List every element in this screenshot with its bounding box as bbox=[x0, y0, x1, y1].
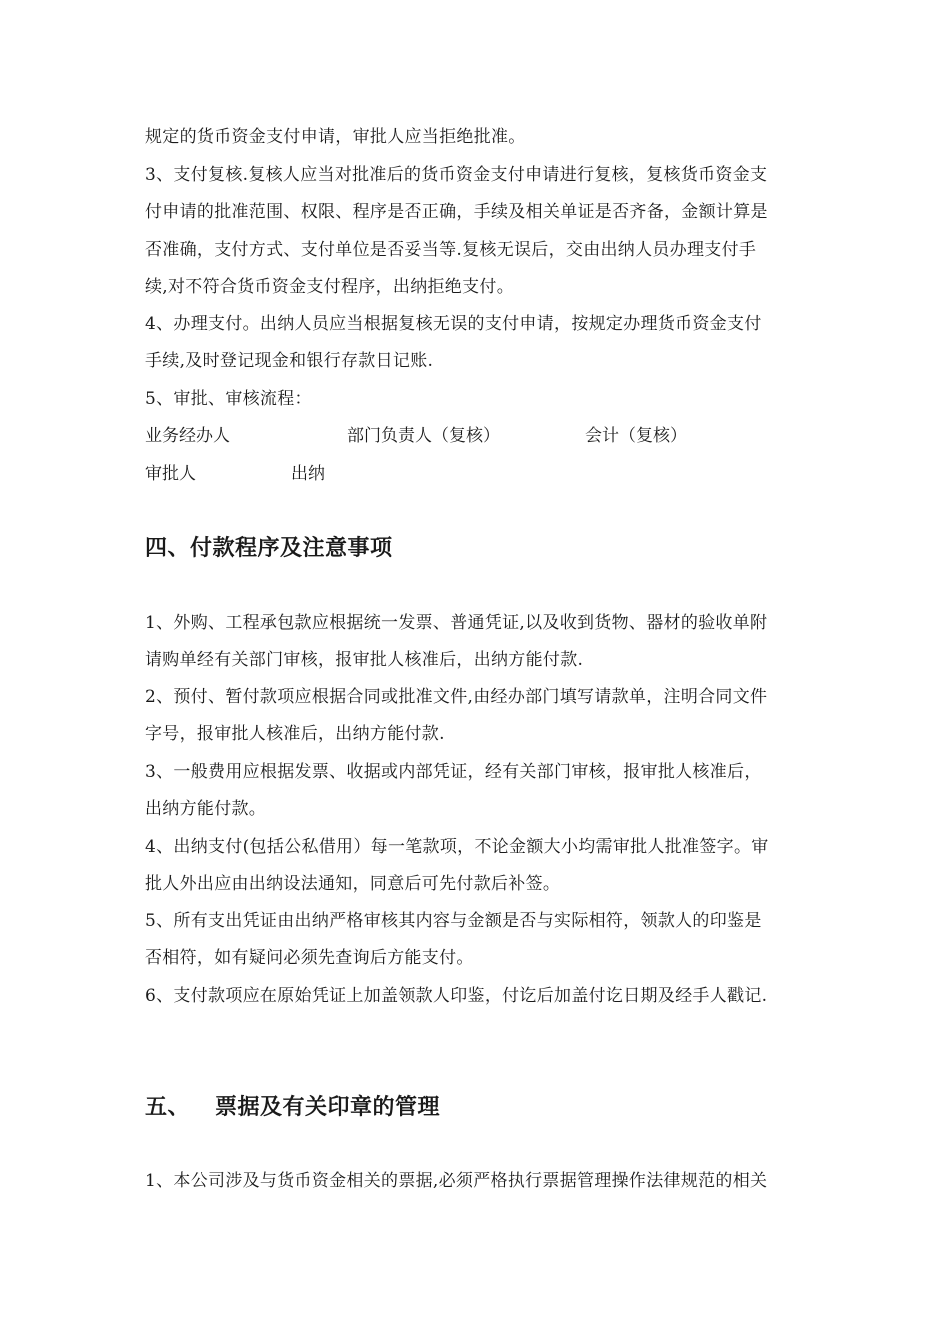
paragraph-line: 字号，报审批人核准后，出纳方能付款. bbox=[145, 724, 445, 744]
paragraph-line: 付申请的批准范围、权限、程序是否正确，手续及相关单证是否齐备，金额计算是 bbox=[145, 202, 768, 222]
flow-step-cashier: 出纳 bbox=[291, 464, 325, 484]
section-heading-5-number: 五、 bbox=[145, 1095, 191, 1120]
paragraph-line: 出纳方能付款。 bbox=[145, 799, 267, 819]
paragraph-line: 3、一般费用应根据发票、收据或内部凭证，经有关部门审核，报审批人核准后， bbox=[145, 762, 762, 782]
paragraph-line: 1、外购、工程承包款应根据统一发票、普通凭证,以及收到货物、器材的验收单附 bbox=[145, 613, 768, 633]
paragraph-line: 批人外出应由出纳设法通知，同意后可先付款后补签。 bbox=[145, 874, 561, 894]
section-heading-4: 四、付款程序及注意事项 bbox=[145, 536, 393, 561]
paragraph-line: 5、审批、审核流程： bbox=[145, 389, 312, 409]
paragraph-line: 3、支付复核.复核人应当对批准后的货币资金支付申请进行复核，复核货币资金支 bbox=[145, 165, 768, 185]
flow-step-handler: 业务经办人 bbox=[145, 426, 230, 446]
paragraph-line: 5、所有支出凭证由出纳严格审核其内容与金额是否与实际相符，领款人的印鉴是 bbox=[145, 911, 762, 931]
paragraph-line: 否相符，如有疑问必须先查询后方能支付。 bbox=[145, 948, 474, 968]
paragraph-line: 请购单经有关部门审核，报审批人核准后，出纳方能付款. bbox=[145, 650, 584, 670]
section-heading-5-title: 票据及有关印章的管理 bbox=[215, 1095, 441, 1120]
paragraph-line: 续,对不符合货币资金支付程序，出纳拒绝支付。 bbox=[145, 277, 515, 297]
paragraph-line: 2、预付、暂付款项应根据合同或批准文件,由经办部门填写请款单，注明合同文件 bbox=[145, 687, 768, 707]
paragraph-line: 手续,及时登记现金和银行存款日记账. bbox=[145, 351, 434, 371]
paragraph-line: 4、办理支付。出纳人员应当根据复核无误的支付申请，按规定办理货币资金支付 bbox=[145, 314, 762, 334]
paragraph-line: 否准确，支付方式、支付单位是否妥当等.复核无误后，交由出纳人员办理支付手 bbox=[145, 240, 757, 260]
flow-step-approver: 审批人 bbox=[145, 464, 196, 484]
paragraph-line: 4、出纳支付(包括公私借用）每一笔款项，不论金额大小均需审批人批准签字。审 bbox=[145, 837, 769, 857]
paragraph-line: 1、本公司涉及与货币资金相关的票据,必须严格执行票据管理操作法律规范的相关 bbox=[145, 1171, 768, 1191]
paragraph-line: 规定的货币资金支付申请，审批人应当拒绝批准。 bbox=[145, 127, 526, 147]
paragraph-line: 6、支付款项应在原始凭证上加盖领款人印鉴，付讫后加盖付讫日期及经手人戳记. bbox=[145, 986, 768, 1006]
flow-step-dept-head: 部门负责人（复核） bbox=[347, 426, 500, 446]
flow-step-accountant: 会计（复核） bbox=[585, 426, 687, 446]
